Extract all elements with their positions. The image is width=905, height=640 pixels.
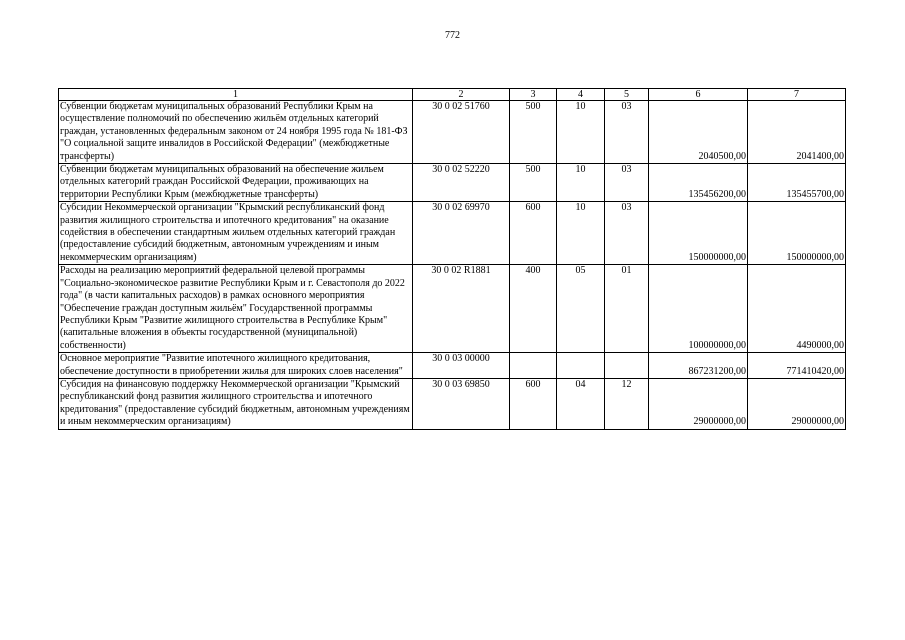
table-row [59,164,846,202]
target-code: 30 0 03 69850 [413,378,510,429]
subsection-code: 03 [605,101,649,164]
header-cell: 7 [748,89,846,101]
target-code: 30 0 02 52220 [413,164,510,202]
subsection-code: 03 [605,164,649,202]
expense-type [510,353,557,379]
expense-type: 600 [510,378,557,429]
amount-col7: 2041400,00 [748,101,846,164]
expense-name: Субсидии Некоммерческой организации "Крымский республиканский фонд развития жилищного строительства и ипотечного кредитования" на оказание содействия в обеспечении стандартным жильем отдельных категорий граждан (предоставление субсидий бюджетным, автономным учреждениям и иным некоммерческим организациям) [59,202,413,265]
expense-type: 500 [510,164,557,202]
amount-col6: 100000000,00 [649,265,748,353]
target-code: 30 0 02 R1881 [413,265,510,353]
table-row [59,202,846,265]
expense-name: Субсидия на финансовую поддержку Некоммерческой организации "Крымский республиканский фонд развития жилищного строительства и ипотечного кредитования" (предоставление субсидий бюджетным, автономным учреждениям и иным некоммерческим организациям) [59,378,413,429]
table-row [59,265,846,353]
header-cell: 5 [605,89,649,101]
header-cell: 2 [413,89,510,101]
target-code: 30 0 02 51760 [413,101,510,164]
page-number: 772 [445,30,460,41]
amount-col6: 135456200,00 [649,164,748,202]
header-cell: 4 [557,89,605,101]
amount-col6: 867231200,00 [649,353,748,379]
header-cell: 6 [649,89,748,101]
target-code: 30 0 03 00000 [413,353,510,379]
table-row [59,353,846,379]
amount-col7: 4490000,00 [748,265,846,353]
target-code: 30 0 02 69970 [413,202,510,265]
section-code: 10 [557,164,605,202]
subsection-code: 01 [605,265,649,353]
expense-type: 500 [510,101,557,164]
header-cell: 1 [59,89,413,101]
section-code [557,353,605,379]
table-header-row [59,89,846,101]
header-cell: 3 [510,89,557,101]
expense-type: 400 [510,265,557,353]
section-code: 10 [557,101,605,164]
table-row [59,101,846,164]
expense-name: Субвенции бюджетам муниципальных образований Республики Крым на осуществление полномочий по обеспечению жильём отдельных категорий граждан, установленных федеральным законом от 24 ноября 1995 года № 181-ФЗ "О социальной защите инвалидов в Российской Федерации" (межбюджетные трансферты) [59,101,413,164]
subsection-code: 12 [605,378,649,429]
amount-col6: 150000000,00 [649,202,748,265]
expense-name: Основное мероприятие "Развитие ипотечного жилищного кредитования, обеспечение доступности в приобретении жилья для широких слоев населения" [59,353,413,379]
budget-table [58,88,846,430]
section-code: 04 [557,378,605,429]
expense-name: Расходы на реализацию мероприятий федеральной целевой программы "Социально-экономическое развитие Республики Крым и г. Севастополя до 2022 года" (в части капитальных расходов) в рамках основного мероприятия "Обеспечение граждан доступным жильём" Государственной программы Республики Крым "Развитие жилищного строительства в Республике Крым" (капитальные вложения в объекты государственной (муниципальной) собственности) [59,265,413,353]
expense-name: Субвенции бюджетам муниципальных образований на обеспечение жильем отдельных категорий граждан Российской Федерации, проживающих на территории Республики Крым (межбюджетные трансферты) [59,164,413,202]
subsection-code: 03 [605,202,649,265]
amount-col7: 135455700,00 [748,164,846,202]
amount-col7: 29000000,00 [748,378,846,429]
subsection-code [605,353,649,379]
table-row [59,378,846,429]
section-code: 05 [557,265,605,353]
amount-col6: 29000000,00 [649,378,748,429]
amount-col7: 771410420,00 [748,353,846,379]
amount-col6: 2040500,00 [649,101,748,164]
expense-type: 600 [510,202,557,265]
section-code: 10 [557,202,605,265]
amount-col7: 150000000,00 [748,202,846,265]
